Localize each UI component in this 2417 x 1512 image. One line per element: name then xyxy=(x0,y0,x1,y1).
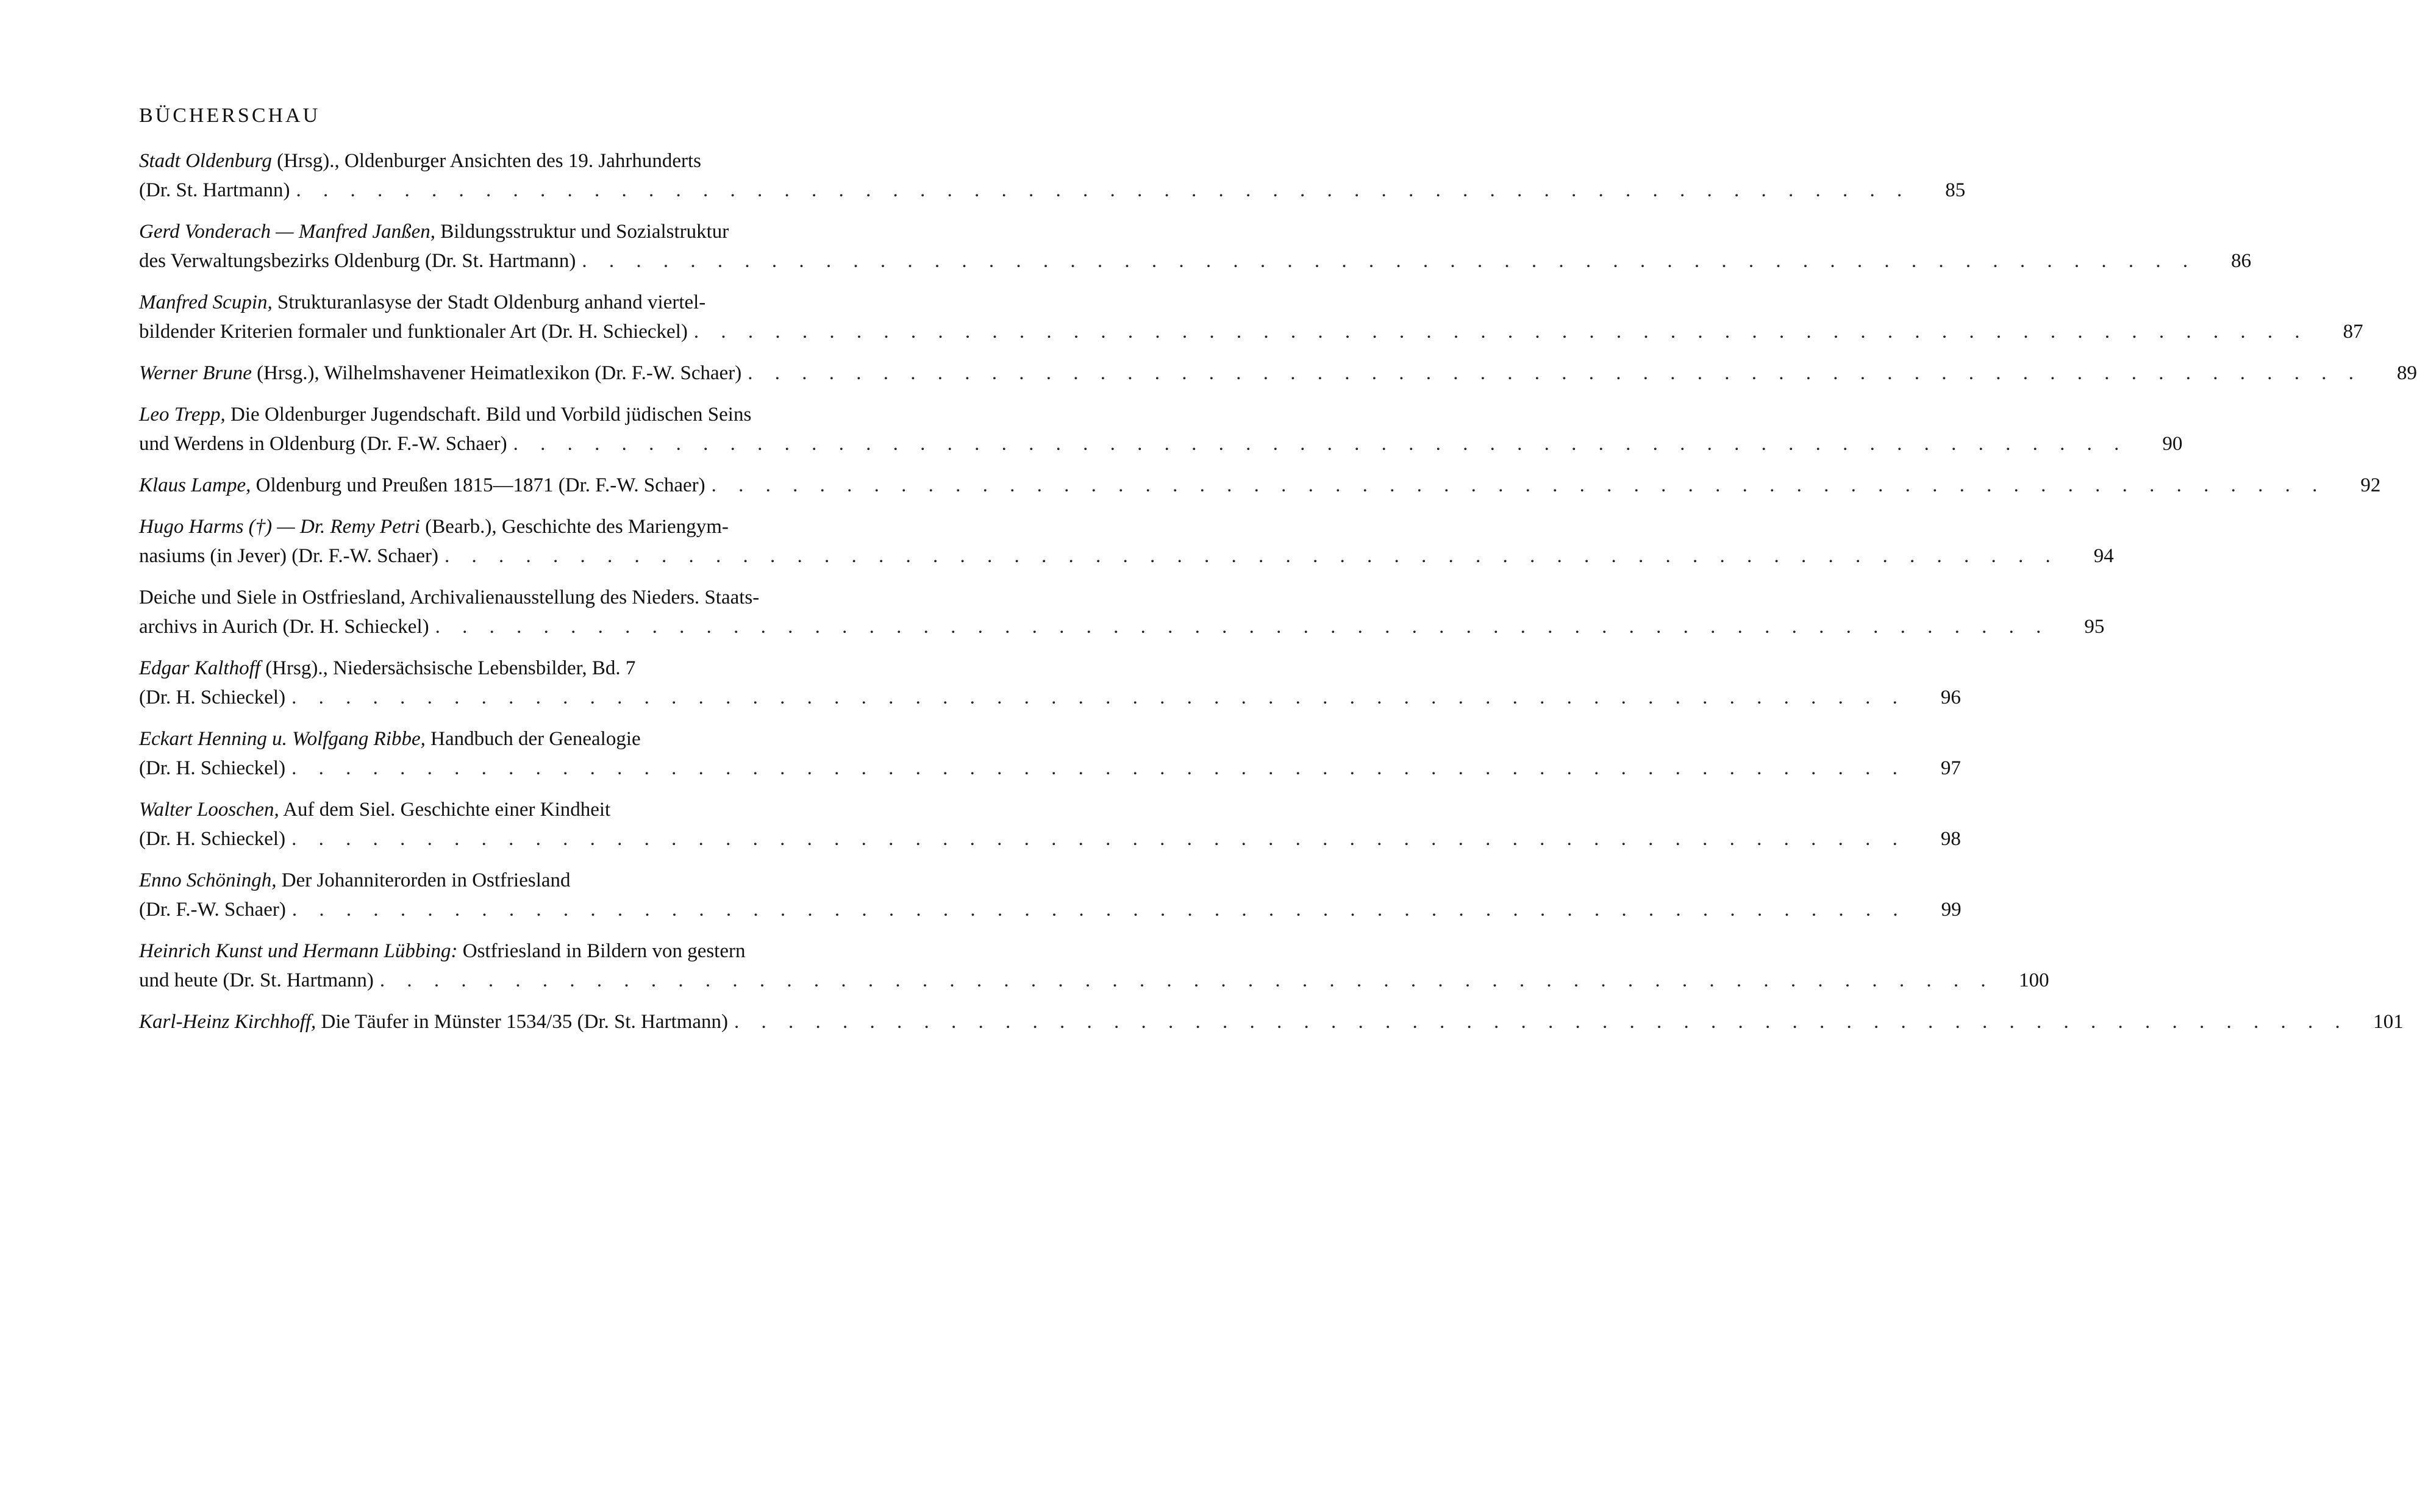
toc-entry xyxy=(139,400,2183,458)
toc-entry-text xyxy=(139,728,641,750)
toc-entry xyxy=(139,866,1962,924)
table-of-contents xyxy=(139,146,2417,1049)
toc-entry-text xyxy=(139,221,729,243)
toc-entry-text xyxy=(139,754,285,783)
toc-entry xyxy=(139,1007,2404,1036)
page-number: 94 xyxy=(2093,545,2114,567)
toc-entry-line xyxy=(139,176,1966,205)
page-number: 86 xyxy=(2231,250,2252,272)
toc-entry-line xyxy=(139,895,1962,924)
toc-entry-title: Oldenburg und Preußen 1815—1871 (Dr. F.-W. Schaer) xyxy=(251,474,705,496)
toc-entry-title: Auf dem Siel. Geschichte einer Kindheit xyxy=(279,799,611,821)
toc-entry-line xyxy=(139,317,2363,346)
dot-leader: . . . . . . . . . . . . . . . . . . . . . . . . . . . . . . . . . . . . . . . . . . . . . . . . . . . . . . . . . . . . xyxy=(711,474,2326,496)
toc-entry-line xyxy=(139,724,851,754)
page-number: 99 xyxy=(1941,899,1962,921)
toc-entry-text xyxy=(139,358,741,388)
page-number: 92 xyxy=(2360,474,2381,496)
toc-entry-author: Klaus Lampe, xyxy=(139,474,251,496)
toc-entry-text xyxy=(139,587,759,608)
toc-entry-title: Bildungsstruktur und Sozialstruktur xyxy=(435,221,729,243)
toc-entry-text xyxy=(139,869,571,891)
toc-entry-line xyxy=(139,512,851,541)
toc-entry-author: Heinrich Kunst und Hermann Lübbing: xyxy=(139,940,458,962)
toc-entry-line xyxy=(139,471,2381,500)
toc-entry xyxy=(139,471,2381,500)
toc-entry-title: archivs in Aurich (Dr. H. Schieckel) xyxy=(139,616,429,638)
toc-entry-title: (Dr. St. Hartmann) xyxy=(139,179,290,201)
toc-entry-line xyxy=(139,146,851,176)
toc-entry-text xyxy=(139,799,610,821)
toc-entry-title: und heute (Dr. St. Hartmann) xyxy=(139,969,374,991)
toc-entry-line xyxy=(139,966,2049,995)
toc-entry-text xyxy=(139,471,705,500)
toc-entry-author: Hugo Harms (†) — Dr. Remy Petri xyxy=(139,516,421,538)
toc-entry-line xyxy=(139,246,2252,276)
toc-entry-line xyxy=(139,288,851,317)
toc-entry xyxy=(139,358,2417,388)
toc-entry-line xyxy=(139,541,2114,571)
toc-entry-author: Gerd Vonderach — Manfred Janßen, xyxy=(139,221,436,243)
toc-entry-line xyxy=(139,358,2417,388)
page-number: 98 xyxy=(1940,828,1961,850)
toc-entry xyxy=(139,724,1961,783)
toc-entry-author: Walter Looschen, xyxy=(139,799,279,821)
toc-entry-text xyxy=(139,317,688,346)
dot-leader: . . . . . . . . . . . . . . . . . . . . . . . . . . . . . . . . . . . . . . . . . . . . . . . . . . . . . . . . . . . . xyxy=(291,757,1906,779)
toc-entry-title: (Bearb.), Geschichte des Mariengym- xyxy=(420,516,729,538)
toc-entry-line xyxy=(139,866,851,895)
page-number: 95 xyxy=(2084,616,2105,638)
toc-entry-line xyxy=(139,654,851,683)
toc-entry xyxy=(139,936,2049,995)
toc-entry-line xyxy=(139,583,851,612)
dot-leader: . . . . . . . . . . . . . . . . . . . . . . . . . . . . . . . . . . . . . . . . . . . . . . . . . . . . . . . . . . . . xyxy=(748,362,2363,384)
toc-entry-line xyxy=(139,612,2105,641)
toc-entry-title: Der Johanniterorden in Ostfriesland xyxy=(276,869,571,891)
toc-entry-title: nasiums (in Jever) (Dr. F.-W. Schaer) xyxy=(139,545,439,567)
page-number: 89 xyxy=(2397,362,2417,384)
dot-leader: . . . . . . . . . . . . . . . . . . . . . . . . . . . . . . . . . . . . . . . . . . . . . . . . . . . . . . . . . . . . xyxy=(693,321,2308,343)
toc-entry-title: und Werdens in Oldenburg (Dr. F.-W. Schaer) xyxy=(139,433,507,455)
toc-entry-text xyxy=(139,824,285,854)
toc-entry-text xyxy=(139,291,705,313)
toc-entry-text xyxy=(139,516,729,538)
toc-entry-text xyxy=(139,541,438,571)
toc-entry-line xyxy=(139,936,851,966)
toc-entry-author: Edgar Kalthoff xyxy=(139,657,260,679)
dot-leader: . . . . . . . . . . . . . . . . . . . . . . . . . . . . . . . . . . . . . . . . . . . . . . . . . . . . . . . . . . . . xyxy=(296,179,1911,201)
toc-entry-text xyxy=(139,429,507,458)
toc-entry-title: (Hrsg)., Oldenburger Ansichten des 19. Jahrhunderts xyxy=(271,150,702,172)
toc-entry-title: (Dr. F.-W. Schaer) xyxy=(139,899,286,921)
toc-entry-text xyxy=(139,612,429,641)
toc-entry-title: (Hrsg.), Wilhelmshavener Heimatlexikon (Dr. F.-W. Schaer) xyxy=(251,362,742,384)
toc-entry-title: (Dr. H. Schieckel) xyxy=(139,757,286,779)
toc-entry-title: Die Täufer in Münster 1534/35 (Dr. St. Hartmann) xyxy=(316,1011,729,1033)
toc-entry xyxy=(139,288,2363,346)
toc-entry-line xyxy=(139,400,851,429)
toc-entry-text xyxy=(139,966,374,995)
toc-entry-author: Werner Brune xyxy=(139,362,252,384)
toc-entry-line xyxy=(139,754,1961,783)
page-number: 85 xyxy=(1945,179,1966,201)
toc-entry-line xyxy=(139,1007,2404,1036)
toc-entry-text xyxy=(139,683,285,712)
dot-leader: . . . . . . . . . . . . . . . . . . . . . . . . . . . . . . . . . . . . . . . . . . . . . . . . . . . . . . . . . . . . xyxy=(291,899,1907,921)
toc-entry xyxy=(139,512,2114,571)
toc-entry xyxy=(139,654,1961,712)
page-number: 100 xyxy=(2019,969,2049,991)
dot-leader: . . . . . . . . . . . . . . . . . . . . . . . . . . . . . . . . . . . . . . . . . . . . . . . . . . . . . . . . . . . . xyxy=(291,686,1906,708)
toc-entry-text xyxy=(139,246,576,276)
toc-entry-author: Karl-Heinz Kirchhoff, xyxy=(139,1011,316,1033)
dot-leader: . . . . . . . . . . . . . . . . . . . . . . . . . . . . . . . . . . . . . . . . . . . . . . . . . . . . . . . . . . . . xyxy=(582,250,2197,272)
toc-entry-title: (Hrsg)., Niedersächsische Lebensbilder, Bd. 7 xyxy=(260,657,636,679)
page-number: 87 xyxy=(2343,321,2363,343)
toc-entry xyxy=(139,217,2252,276)
toc-entry-title: des Verwaltungsbezirks Oldenburg (Dr. St. Hartmann) xyxy=(139,250,576,272)
page-number: 101 xyxy=(2373,1011,2404,1033)
toc-entry-text xyxy=(139,1007,728,1036)
toc-entry-text xyxy=(139,657,635,679)
toc-entry xyxy=(139,583,2105,641)
toc-entry-title: Die Oldenburger Jugendschaft. Bild und Vorbild jüdischen Seins xyxy=(225,404,752,426)
toc-entry-title: Ostfriesland in Bildern von gestern xyxy=(457,940,746,962)
toc-entry-text xyxy=(139,404,751,426)
toc-entry-text xyxy=(139,150,701,172)
toc-entry-text xyxy=(139,940,746,962)
toc-entry xyxy=(139,795,1961,854)
toc-entry-author: Stadt Oldenburg xyxy=(139,150,272,172)
toc-entry-text xyxy=(139,176,290,205)
toc-entry-title: (Dr. H. Schieckel) xyxy=(139,828,286,850)
toc-entry-text xyxy=(139,895,286,924)
toc-entry-title: Deiche und Siele in Ostfriesland, Archivalienausstellung des Nieders. Staats- xyxy=(139,587,760,608)
dot-leader: . . . . . . . . . . . . . . . . . . . . . . . . . . . . . . . . . . . . . . . . . . . . . . . . . . . . . . . . . . . . xyxy=(291,828,1906,850)
page-number: 90 xyxy=(2162,433,2183,455)
toc-entry-title: bildender Kriterien formaler und funktionaler Art (Dr. H. Schieckel) xyxy=(139,321,688,343)
toc-entry-author: Leo Trepp, xyxy=(139,404,226,426)
toc-entry-author: Eckart Henning u. Wolfgang Ribbe, xyxy=(139,728,426,750)
toc-entry-author: Manfred Scupin, xyxy=(139,291,273,313)
page-number: 96 xyxy=(1940,686,1961,708)
toc-entry-line xyxy=(139,429,2183,458)
toc-entry-title: (Dr. H. Schieckel) xyxy=(139,686,286,708)
dot-leader: . . . . . . . . . . . . . . . . . . . . . . . . . . . . . . . . . . . . . . . . . . . . . . . . . . . . . . . . . . . . xyxy=(513,433,2128,455)
section-title: BÜCHERSCHAU xyxy=(139,104,321,127)
toc-entry-line xyxy=(139,217,851,246)
page-number: 97 xyxy=(1940,757,1961,779)
dot-leader: . . . . . . . . . . . . . . . . . . . . . . . . . . . . . . . . . . . . . . . . . . . . . . . . . . . . . . . . . . . . xyxy=(444,545,2059,567)
dot-leader: . . . . . . . . . . . . . . . . . . . . . . . . . . . . . . . . . . . . . . . . . . . . . . . . . . . . . . . . . . . . xyxy=(435,616,2050,638)
toc-entry-line xyxy=(139,683,1961,712)
dot-leader: . . . . . . . . . . . . . . . . . . . . . . . . . . . . . . . . . . . . . . . . . . . . . . . . . . . . . . . . . . . . xyxy=(734,1011,2349,1033)
toc-entry-title: Strukturanlasyse der Stadt Oldenburg anhand viertel- xyxy=(272,291,706,313)
toc-entry xyxy=(139,146,1966,205)
toc-entry-line xyxy=(139,795,851,824)
toc-entry-title: Handbuch der Genealogie xyxy=(425,728,641,750)
toc-entry-line xyxy=(139,824,1961,854)
dot-leader: . . . . . . . . . . . . . . . . . . . . . . . . . . . . . . . . . . . . . . . . . . . . . . . . . . . . . . . . . . . . xyxy=(379,969,1994,991)
toc-entry-author: Enno Schöningh, xyxy=(139,869,277,891)
